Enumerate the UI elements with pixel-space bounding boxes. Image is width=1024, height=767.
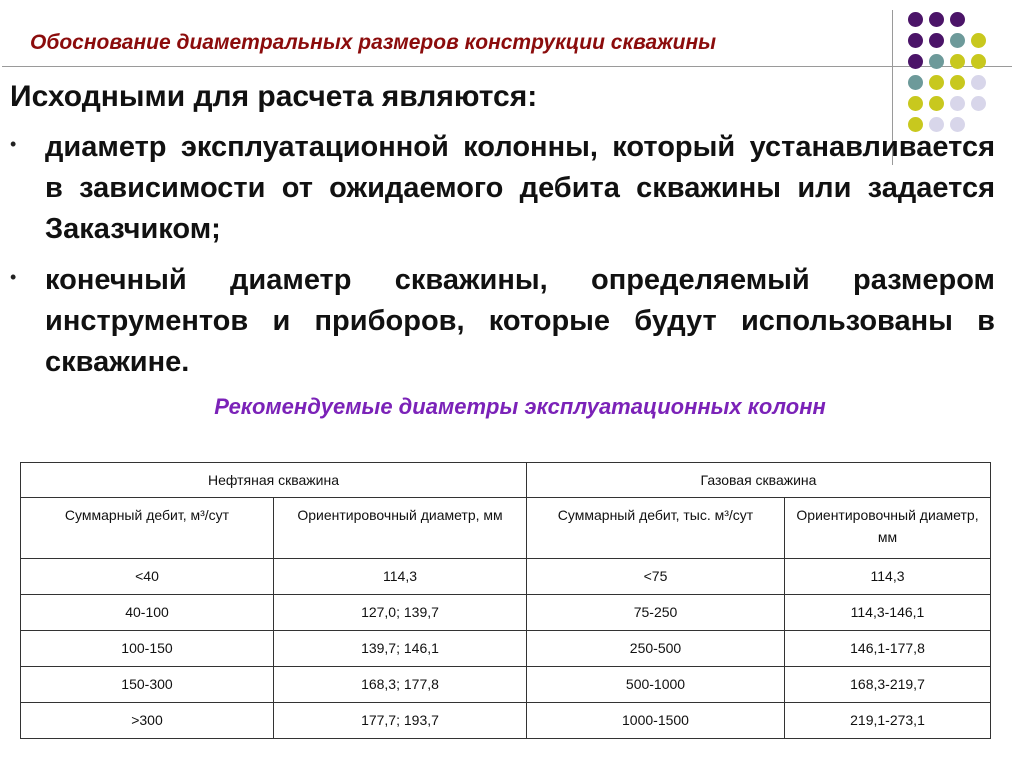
decorative-dot <box>971 75 986 90</box>
table-row <box>21 631 991 667</box>
decorative-dot <box>908 75 923 90</box>
slide-title: Обоснование диаметральных размеров конструкции скважины <box>30 31 717 54</box>
decorative-dot <box>950 54 965 69</box>
table-row <box>21 667 991 703</box>
decorative-dot <box>929 96 944 111</box>
intro-heading: Исходными для расчета являются: <box>10 80 538 113</box>
decorative-dot <box>971 33 986 48</box>
column-header-gas-flow: Суммарный дебит, тыс. м³/сут <box>527 498 785 559</box>
decorative-dot <box>929 75 944 90</box>
table-cell: 500-1000 <box>527 667 785 703</box>
decorative-dot <box>950 96 965 111</box>
decorative-dot <box>908 96 923 111</box>
table-cell: 168,3; 177,8 <box>274 667 527 703</box>
bullet-list <box>10 127 995 393</box>
decorative-dot <box>929 33 944 48</box>
table-cell: <75 <box>527 559 785 595</box>
bullet-item-2 <box>10 260 995 383</box>
decorative-dot <box>971 96 986 111</box>
decorative-dot <box>908 33 923 48</box>
table-row <box>21 559 991 595</box>
table-cell: 1000-1500 <box>527 703 785 739</box>
horizontal-divider <box>2 66 1012 67</box>
table-cell: 127,0; 139,7 <box>274 595 527 631</box>
table-cell: 114,3 <box>274 559 527 595</box>
decorative-dot <box>929 54 944 69</box>
decorative-dot <box>950 33 965 48</box>
bullet-text: конечный диаметр скважины, определяемый размером инструментов и приборов, которые будут использованы в скважине. <box>45 264 995 378</box>
decorative-dot <box>950 12 965 27</box>
table-group-header-row <box>21 463 991 498</box>
decorative-dot <box>908 54 923 69</box>
decorative-dot <box>908 12 923 27</box>
bullet-item-1 <box>10 127 995 250</box>
table-cell: 100-150 <box>21 631 274 667</box>
table-column-header-row <box>21 498 991 559</box>
column-header-gas-diameter: Ориентировочный диаметр, мм <box>785 498 991 559</box>
table-cell: 250-500 <box>527 631 785 667</box>
bullet-icon: • <box>10 134 17 154</box>
table-cell: 75-250 <box>527 595 785 631</box>
table-cell: 40-100 <box>21 595 274 631</box>
table-cell: <40 <box>21 559 274 595</box>
bullet-text: диаметр эксплуатационной колонны, который устанавливается в зависимости от ожидаемого дебита скважины или задается Заказчиком; <box>45 131 995 245</box>
column-header-oil-diameter: Ориентировочный диаметр, мм <box>274 498 527 559</box>
decorative-dot <box>950 75 965 90</box>
table-cell: 114,3-146,1 <box>785 595 991 631</box>
decorative-dot <box>971 54 986 69</box>
table-cell: 114,3 <box>785 559 991 595</box>
group-header-gas: Газовая скважина <box>527 463 991 498</box>
table-cell: 219,1-273,1 <box>785 703 991 739</box>
table-title: Рекомендуемые диаметры эксплуатационных колонн <box>214 394 826 419</box>
table-cell: 139,7; 146,1 <box>274 631 527 667</box>
group-header-oil: Нефтяная скважина <box>21 463 527 498</box>
table-cell: 150-300 <box>21 667 274 703</box>
column-header-oil-flow: Суммарный дебит, м³/сут <box>21 498 274 559</box>
table-row <box>21 595 991 631</box>
table-cell: 168,3-219,7 <box>785 667 991 703</box>
table-cell: 177,7; 193,7 <box>274 703 527 739</box>
table-cell: 146,1-177,8 <box>785 631 991 667</box>
diameter-table <box>20 462 991 739</box>
table-row <box>21 703 991 739</box>
table-cell: >300 <box>21 703 274 739</box>
bullet-icon: • <box>10 267 17 287</box>
decorative-dot <box>929 12 944 27</box>
